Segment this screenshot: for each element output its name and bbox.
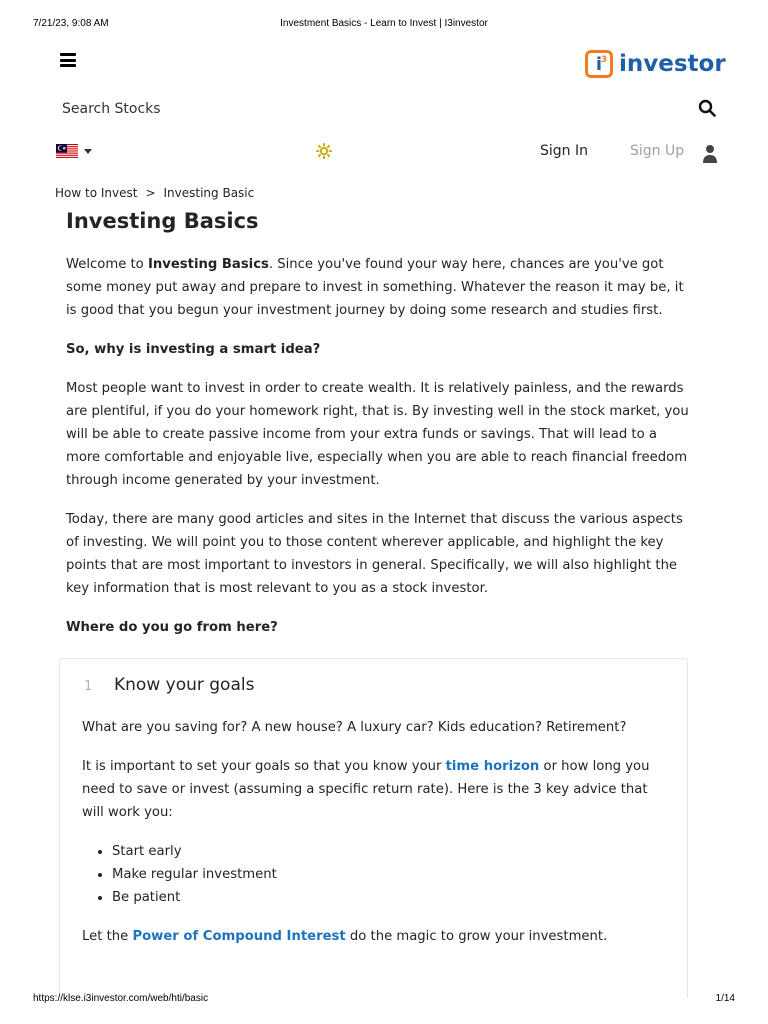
article-content xyxy=(66,253,692,655)
sign-up-link[interactable]: Sign Up xyxy=(630,143,685,159)
sign-in-link[interactable]: Sign In xyxy=(540,143,588,159)
list-item: • Make regular investment xyxy=(112,863,672,886)
search-input[interactable] xyxy=(62,98,662,120)
malaysia-flag-icon[interactable] xyxy=(56,144,78,159)
time-horizon-link[interactable]: time horizon xyxy=(445,759,540,774)
intro-text-rest: . Since you've found your way here, chances are you've got some money put away and prepare to invest in something. Whatever the reason it may be, it is good that you begun your investment journey by doing some research and studies first. xyxy=(66,257,684,318)
step-number: 1 xyxy=(84,679,93,694)
intro-bold: Investing Basics xyxy=(147,257,269,272)
logo-mark xyxy=(585,50,613,78)
breadcrumb-separator: > xyxy=(145,186,156,200)
search-bar xyxy=(62,98,716,120)
site-logo[interactable] xyxy=(585,46,726,82)
compound-text-rest: do the magic to grow your investment. xyxy=(345,929,608,944)
print-page-number: 1/14 xyxy=(715,993,735,1004)
compound-interest-link[interactable]: Power of Compound Interest xyxy=(132,929,346,944)
step-body xyxy=(82,716,672,964)
compound-paragraph xyxy=(82,925,672,948)
print-footer xyxy=(33,993,735,1007)
print-url: https://klse.i3investor.com/web/hti/basic xyxy=(33,993,209,1004)
breadcrumb xyxy=(55,186,254,200)
search-icon[interactable] xyxy=(698,99,716,117)
breadcrumb-current: Investing Basic xyxy=(163,186,255,200)
step-goals-paragraph xyxy=(82,755,672,824)
question-why-invest: So, why is investing a smart idea? xyxy=(66,342,321,357)
list-item: • Be patient xyxy=(112,886,672,909)
page-title: Investing Basics xyxy=(66,209,259,233)
question-where-next: Where do you go from here? xyxy=(66,620,278,635)
print-header xyxy=(33,18,735,32)
compound-text: Let the xyxy=(82,929,133,944)
logo-text: investor xyxy=(619,51,726,77)
paragraph-articles: Today, there are many good articles and sites in the Internet that discuss the various aspects of investing. We will point you to those content wherever applicable, and highlight the key points that are most important to investors in general. Specifically, we will also highlight the key information that is most relevant to you as a stock investor. xyxy=(66,512,683,596)
breadcrumb-how-to-invest[interactable]: How to Invest xyxy=(55,186,138,200)
user-icon[interactable] xyxy=(702,144,718,164)
language-dropdown-caret-icon[interactable] xyxy=(84,149,92,154)
intro-paragraph xyxy=(66,253,692,322)
step-title: Know your goals xyxy=(114,675,255,695)
sun-icon[interactable] xyxy=(316,143,332,159)
advice-list xyxy=(82,840,672,909)
intro-text: Welcome to xyxy=(66,257,148,272)
logo-letter: i xyxy=(595,53,603,75)
list-item: • Start early xyxy=(112,840,672,863)
print-datetime: 7/21/23, 9:08 AM xyxy=(33,18,109,29)
goals-text-rest: or how long you need to save or invest (assuming a specific return rate). Here is the 3 key advice that will work you: xyxy=(82,759,650,820)
goals-text: It is important to set your goals so that you know your xyxy=(82,759,446,774)
step-question: What are you saving for? A new house? A luxury car? Kids education? Retirement? xyxy=(82,720,627,735)
print-doc-title: Investment Basics - Learn to Invest | I3investor xyxy=(280,18,488,29)
paragraph-wealth: Most people want to invest in order to create wealth. It is relatively painless, and the rewards are plentiful, if you do your homework right, that is. By investing well in the stock market, you will be able to create passive income from your extra funds or savings. That will lead to a more comfortable and enjoyable live, especially when you are able to reach financial freedom through income generated by your investment. xyxy=(66,381,689,488)
hamburger-icon[interactable] xyxy=(60,53,76,67)
logo-superscript: 3 xyxy=(600,55,607,65)
